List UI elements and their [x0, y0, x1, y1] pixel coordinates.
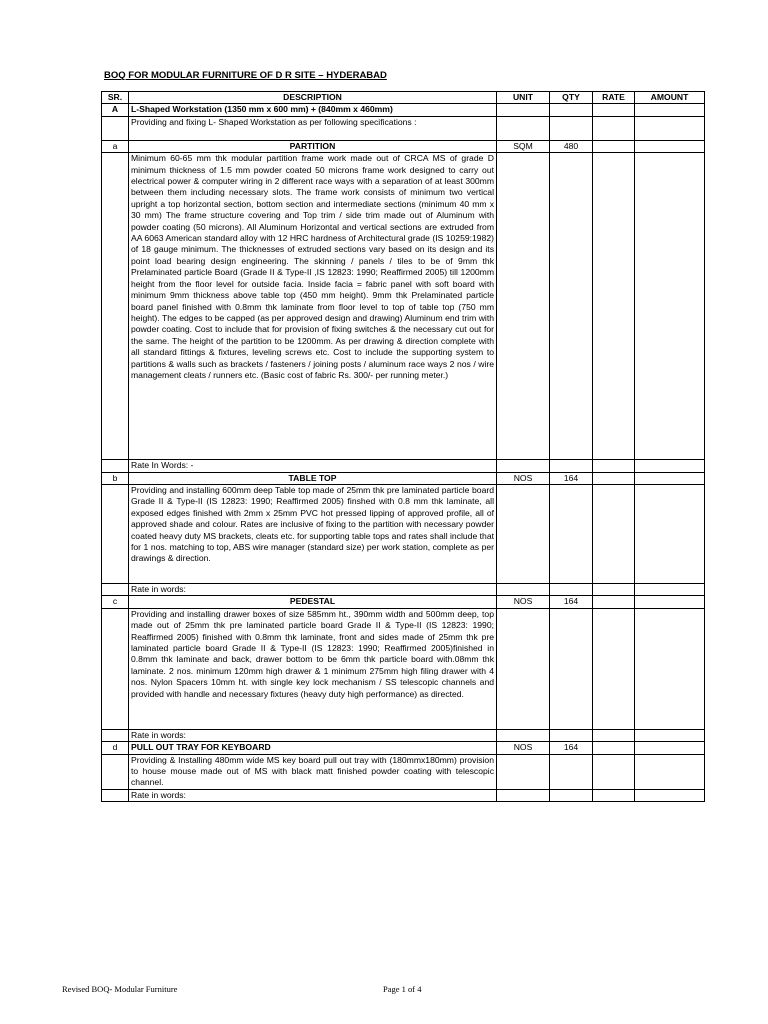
- item-a-intro-sr-cell: [102, 116, 129, 140]
- sub-c-title-row: [102, 596, 705, 608]
- header-amount: AMOUNT: [635, 92, 705, 104]
- sub-d-rw-sr-cell: [102, 789, 129, 801]
- sub-a-desc-unit-cell: [497, 153, 550, 460]
- sub-d-rw-amount-cell: [635, 789, 705, 801]
- sub-d-rw-unit-cell: [497, 789, 550, 801]
- sub-a-description-row: [102, 153, 705, 460]
- sub-c-sr: c: [102, 596, 129, 608]
- sub-a-rate-cell: [593, 140, 635, 152]
- sub-d-rw-qty-cell: [550, 789, 593, 801]
- sub-d-rw-rate-cell: [593, 789, 635, 801]
- sub-c-qty: 164: [550, 596, 593, 608]
- sub-a-desc-qty-cell: [550, 153, 593, 460]
- sub-a-desc-sr-cell: [102, 153, 129, 460]
- sub-d-description: Providing & Installing 480mm wide MS key board pull out tray with (180mmx180mm) provision to house mouse made out of MS with black matt finished powder coating with telescopic channel.: [129, 754, 497, 789]
- item-a-intro-amount-cell: [635, 116, 705, 140]
- footer-document-name: Revised BOQ- Modular Furniture: [62, 984, 178, 994]
- sub-a-rw-unit-cell: [497, 460, 550, 472]
- item-a-qty-cell: [550, 104, 593, 116]
- header-row: [102, 92, 705, 104]
- sub-d-qty: 164: [550, 742, 593, 754]
- sub-c-description: Providing and installing drawer boxes of size 585mm ht., 390mm width and 500mm deep, top made out of 25mm thk pre laminated particle board Grade II & Type-II (IS 12823: 1990; Reaffirmed 2005) finished with 0.8mm thk laminate, front and sides made of 25mm thk pre laminated particle board Grade II & Type-II (IS 12823: 1990; Reaffirmed 2005)finished in 0.8mm thk laminate and back, drawer bottom to be 6mm thk particle board with.08mm thk laminate. 2 nos. minimum 120mm high drawer & 1 minimum 275mm high filing drawer with 4 nos. Nylon Spacers 10mm ht. with single key lock mechanism / SS telescopic channels and provided with handle and necessary fixtures (heavy duty high performance) as directed.: [129, 608, 497, 729]
- sub-d-desc-unit-cell: [497, 754, 550, 789]
- sub-b-rate-cell: [593, 472, 635, 484]
- sub-b-rate-words: Rate in words:: [129, 584, 497, 596]
- header-rate: RATE: [593, 92, 635, 104]
- item-a-title: L-Shaped Workstation (1350 mm x 600 mm) + (840mm x 460mm): [129, 104, 497, 116]
- item-a-sr: A: [102, 104, 129, 116]
- sub-c-rw-sr-cell: [102, 729, 129, 741]
- sub-c-unit: NOS: [497, 596, 550, 608]
- sub-b-description-row: [102, 485, 705, 584]
- sub-a-title: PARTITION: [129, 140, 497, 152]
- sub-b-amount-cell: [635, 472, 705, 484]
- sub-b-desc-sr-cell: [102, 485, 129, 584]
- sub-c-rate-words: Rate in words:: [129, 729, 497, 741]
- sub-d-unit: NOS: [497, 742, 550, 754]
- sub-b-desc-qty-cell: [550, 485, 593, 584]
- sub-d-desc-amount-cell: [635, 754, 705, 789]
- sub-d-sr: d: [102, 742, 129, 754]
- sub-a-rate-words-row: [102, 460, 705, 472]
- sub-b-sr: b: [102, 472, 129, 484]
- sub-a-desc-rate-cell: [593, 153, 635, 460]
- sub-b-unit: NOS: [497, 472, 550, 484]
- sub-a-desc-amount-cell: [635, 153, 705, 460]
- item-a-intro-qty-cell: [550, 116, 593, 140]
- item-a-amount-cell: [635, 104, 705, 116]
- sub-c-rw-rate-cell: [593, 729, 635, 741]
- sub-c-rate-cell: [593, 596, 635, 608]
- item-a-title-row: [102, 104, 705, 116]
- sub-d-rate-words-row: [102, 789, 705, 801]
- sub-d-amount-cell: [635, 742, 705, 754]
- sub-c-desc-rate-cell: [593, 608, 635, 729]
- sub-c-desc-sr-cell: [102, 608, 129, 729]
- item-a-rate-cell: [593, 104, 635, 116]
- sub-c-desc-amount-cell: [635, 608, 705, 729]
- sub-c-title: PEDESTAL: [129, 596, 497, 608]
- boq-table: [101, 91, 705, 802]
- sub-b-description: Providing and installing 600mm deep Table top made of 25mm thk pre laminated particle board Grade II & Type-II (IS 12823: 1990; Reaffirmed 2005) finshed with 0.8 mm thk laminate, all exposed edges finished with 2mm x 25mm PVC hot pressed lipping of approved profile, all of approved shade and colour. Rates are inclusive of fixing to the partition with necessary powder coated heavy duty MS brackets, cleats etc. for supporting table tops and rates shall include that for 1 nos. matching to top, ABS wire manager (standard size) per work station, complete as per drawings & direction.: [129, 485, 497, 584]
- sub-a-rate-words: Rate In Words: -: [129, 460, 497, 472]
- sub-a-rw-sr-cell: [102, 460, 129, 472]
- sub-c-desc-unit-cell: [497, 608, 550, 729]
- header-description: DESCRIPTION: [129, 92, 497, 104]
- sub-c-rw-qty-cell: [550, 729, 593, 741]
- sub-c-rw-amount-cell: [635, 729, 705, 741]
- header-unit: UNIT: [497, 92, 550, 104]
- item-a-unit-cell: [497, 104, 550, 116]
- item-a-intro-row: [102, 116, 705, 140]
- sub-b-rw-rate-cell: [593, 584, 635, 596]
- sub-a-description: Minimum 60-65 mm thk modular partition frame work made out of CRCA MS of grade D minimum thickness of 1.5 mm powder coated 50 microns frame work designed to carry out electrical power & computer wiring in 2 different race ways with a separation of at least 300mm between them including necessary slots. The frame work consists of minimum two vertical upright a top horizontal section, bottom section and intermediate sections (minimum 40 mm x 30 mm) The frame structure covering and Top trim / side trim made out of Aluminum with powder coating (50 microns). All Aluminum Horizontal and vertical sections are extruded from AA 6063 American standard alloy with 12 HRC hardness of Architectural grade (IS 10259:1982) of 18 gauge minimum. The thicknesses of extruded sections vary based on its design and its point load bearing design engineering. The skinning / panels / tiles to be of 9mm thk Prelaminated particle Board (Grade II & Type-II ,IS 12823: 1990; Reaffirmed 2005) till 1200mm height from the floor level for outside facia. Inside facia = fabric panel with soft board with minimum 9mm thickness above table top (450 mm height). 9mm thk Prelaminated particle board panel finished with 0.8mm thk laminate from floor level to top of table top (750 mm height). The edges to be capped (as per approved design and drawing) Aluminum end trim with powder coating. Cost to include that for provision of fixing switches & the necessary cut out for the same. The height of the partition to be 1200mm. As per drawing & direction complete with all standard fittings & fixtures, leveling screws etc. Cost to include the supporting system to partitions & walls such as brackets / fasteners / joining posts / aluminum race ways 2 nos / wire management cleats / runners etc. (Basic cost of fabric Rs. 300/- per running meter.): [129, 153, 497, 460]
- sub-a-rw-amount-cell: [635, 460, 705, 472]
- sub-b-rate-words-row: [102, 584, 705, 596]
- footer-page-number: Page 1 of 4: [383, 984, 422, 994]
- item-a-intro-unit-cell: [497, 116, 550, 140]
- sub-b-desc-rate-cell: [593, 485, 635, 584]
- sub-b-desc-amount-cell: [635, 485, 705, 584]
- sub-d-desc-rate-cell: [593, 754, 635, 789]
- sub-b-rw-unit-cell: [497, 584, 550, 596]
- sub-d-description-row: [102, 754, 705, 789]
- sub-d-rate-words: Rate in words:: [129, 789, 497, 801]
- sub-a-amount-cell: [635, 140, 705, 152]
- sub-a-rw-rate-cell: [593, 460, 635, 472]
- sub-a-rw-qty-cell: [550, 460, 593, 472]
- sub-d-title-row: [102, 742, 705, 754]
- sub-d-title: PULL OUT TRAY FOR KEYBOARD: [129, 742, 497, 754]
- sub-d-desc-sr-cell: [102, 754, 129, 789]
- sub-c-desc-qty-cell: [550, 608, 593, 729]
- document-title: BOQ FOR MODULAR FURNITURE OF D R SITE – HYDERABAD: [104, 70, 387, 81]
- sub-a-title-row: [102, 140, 705, 152]
- sub-b-title-row: [102, 472, 705, 484]
- sub-b-qty: 164: [550, 472, 593, 484]
- sub-d-desc-qty-cell: [550, 754, 593, 789]
- sub-a-sr: a: [102, 140, 129, 152]
- sub-d-rate-cell: [593, 742, 635, 754]
- item-a-intro-rate-cell: [593, 116, 635, 140]
- header-qty: QTY: [550, 92, 593, 104]
- sub-a-unit: SQM: [497, 140, 550, 152]
- header-sr: SR.: [102, 92, 129, 104]
- sub-c-rate-words-row: [102, 729, 705, 741]
- sub-c-amount-cell: [635, 596, 705, 608]
- sub-c-description-row: [102, 608, 705, 729]
- sub-a-qty: 480: [550, 140, 593, 152]
- sub-b-title: TABLE TOP: [129, 472, 497, 484]
- item-a-intro: Providing and fixing L- Shaped Workstation as per following specifications :: [129, 116, 497, 140]
- sub-b-rw-sr-cell: [102, 584, 129, 596]
- sub-b-rw-amount-cell: [635, 584, 705, 596]
- sub-b-desc-unit-cell: [497, 485, 550, 584]
- sub-c-rw-unit-cell: [497, 729, 550, 741]
- sub-b-rw-qty-cell: [550, 584, 593, 596]
